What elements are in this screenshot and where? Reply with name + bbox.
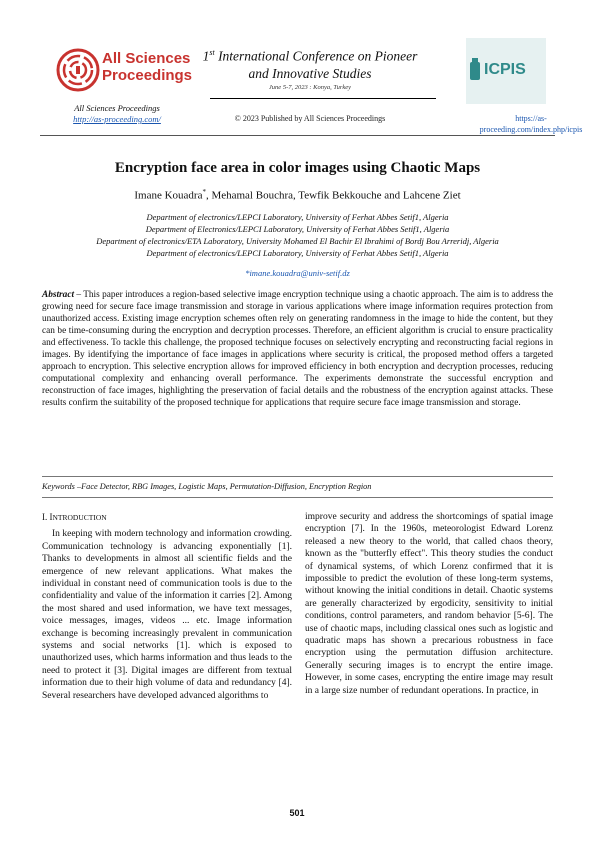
icpis-link-line-2[interactable]: proceeding.com/index.php/icpis bbox=[479, 125, 583, 134]
conference-line-2: and Innovative Studies bbox=[248, 65, 372, 81]
conference-date: June 5-7, 2023 : Konya, Turkey bbox=[268, 84, 352, 91]
corresponding-email[interactable]: *imane.kouadra@univ-setif.dz bbox=[245, 268, 350, 278]
icpis-logo bbox=[466, 38, 546, 104]
logo-tagline: All Sciences Proceedings bbox=[74, 103, 160, 113]
keywords: Keywords –Face Detector, RBG Images, Logistic Maps, Permutation-Diffusion, Encryption Region bbox=[42, 482, 372, 491]
affiliation: Department of electronics/LEPCI Laboratory, University of Ferhat Abbes Setif1, Algeria bbox=[146, 248, 449, 258]
header-divider bbox=[40, 135, 555, 136]
copyright-line: © 2023 Published by All Sciences Proceedings bbox=[234, 114, 386, 123]
divider bbox=[210, 98, 436, 99]
abstract bbox=[42, 289, 553, 409]
icpis-text: ICPIS bbox=[484, 61, 526, 78]
page-number: 501 bbox=[289, 808, 305, 818]
corresponding-mark: * bbox=[202, 188, 206, 196]
conference-ordinal: st bbox=[209, 48, 215, 57]
body-paragraph: improve security and address the shortcomings of spatial image encryption [7]. In the 1960s, meteorologist Edward Lorenz released a new theory to the world, that called chaos theory, known as the "butterfly effect". This theory studies the conduct of dynamical systems, of which Lorenz confirmed that it is impossible to predict the evolution of these long-term systems, without knowing the initial conditions in detail. Chaotic systems are generally characterized by ergodicity, sensitivity to initial conditions, control parameters, and random behavior [5-6]. The use of chaotic maps, including classical ones such as logistic and quadratic maps has shown a precarious robustness in face encryption using the permutation diffusion architecture. Generally securing images is to encrypt the entire image. However, in some cases, encrypting the entire image may result in a large size number of redundant operations. In practice, in bbox=[305, 512, 553, 696]
right-column bbox=[305, 511, 553, 697]
affiliation: Department of electronics/LEPCI Laboratory, University of Ferhat Abbes Setif1, Algeria bbox=[146, 212, 449, 222]
affiliation: Department of electronics/ETA Laboratory, University Mohamed El Bachir El Ibrahimi of Bordj Bou Arreridj, Algeria bbox=[96, 236, 499, 246]
affiliation: Department of Electronics/LEPCI Laboratory, University of Ferhat Abbes Setif1, Algeria bbox=[145, 224, 450, 234]
author-list bbox=[40, 188, 555, 202]
conference-title bbox=[190, 44, 430, 82]
all-sciences-logo bbox=[52, 40, 193, 100]
logo-tagline-block bbox=[52, 103, 182, 125]
conference-number: 1 bbox=[202, 48, 210, 64]
section-initial: I bbox=[49, 512, 53, 522]
proceedings-link[interactable]: http://as-proceeding.com/ bbox=[73, 114, 161, 124]
section-number: I. bbox=[42, 512, 48, 522]
divider bbox=[42, 497, 553, 498]
logo-line-1: All Sciences bbox=[102, 50, 191, 67]
icpis-link-line-1[interactable]: https://as- bbox=[515, 114, 547, 123]
abstract-text: – This paper introduces a region-based selective image encryption technique using a chaotic approach. The aim is to address the growing need for secure face image transmission and storage in various applications where image information requires protection from unauthorized access. Existing image encryption schemes often rely on generating randomness in the image to hide the content, but they can be time-consuming during the encryption and decryption processes. Therefore, an efficient algorithm is crucial to ensure practicality and effectiveness. To tackle this challenge, the proposed technique focuses on selectively encrypting and reconstructing facial regions in images. By identifying the importance of face images in applications where security is critical, the proposed method offers a targeted approach to encryption. This selective encryption allows for improved efficiency in both encryption and decryption processes, reducing computational complexity and enhancing overall performance. The experiments demonstrate the successful encryption and reconstruction of face images, highlighting the preservation of facial details and the robustness of the encryption against attacks. These results confirm the suitability of the proposed technique for applications that require secure face image transmission and storage. bbox=[42, 290, 553, 408]
other-authors: , Mehamal Bouchra, Tewfik Bekkouche and Lahcene Ziet bbox=[205, 189, 461, 202]
conference-line-1: International Conference on Pioneer bbox=[218, 48, 418, 64]
icpis-link[interactable] bbox=[476, 113, 586, 135]
body-paragraph: In keeping with modern technology and information crowding. Communication technology is advancing exponentially [1]. Thanks to developments in almost all scientific fields and the emergence of new relevant applications. What makes the individual in constant need of communication tools is due to the confidentiality and value of the information it carries [2]. Among the most shared and used information, we have text messages, voice messages, images, videos ... etc. Image information exchange is becoming increasingly prevalent in communication systems and social networks [1]. which is exposed to unauthorized uses, which harms information and thus leads to the need to protect it [3]. Digital images are different from textual information due to their high volume of data and redundancy [4]. Several researchers have developed advanced algorithms to bbox=[42, 529, 292, 701]
first-author: Imane Kouadra bbox=[134, 189, 203, 202]
left-column bbox=[42, 511, 292, 702]
logo-line-2: Proceedings bbox=[102, 67, 193, 84]
paper-title: Encryption face area in color images using Chaotic Maps bbox=[114, 160, 481, 176]
abstract-label: Abstract bbox=[42, 290, 75, 300]
section-title-rest: NTRODUCTION bbox=[52, 513, 107, 522]
divider bbox=[42, 476, 553, 477]
section-heading bbox=[42, 511, 292, 524]
